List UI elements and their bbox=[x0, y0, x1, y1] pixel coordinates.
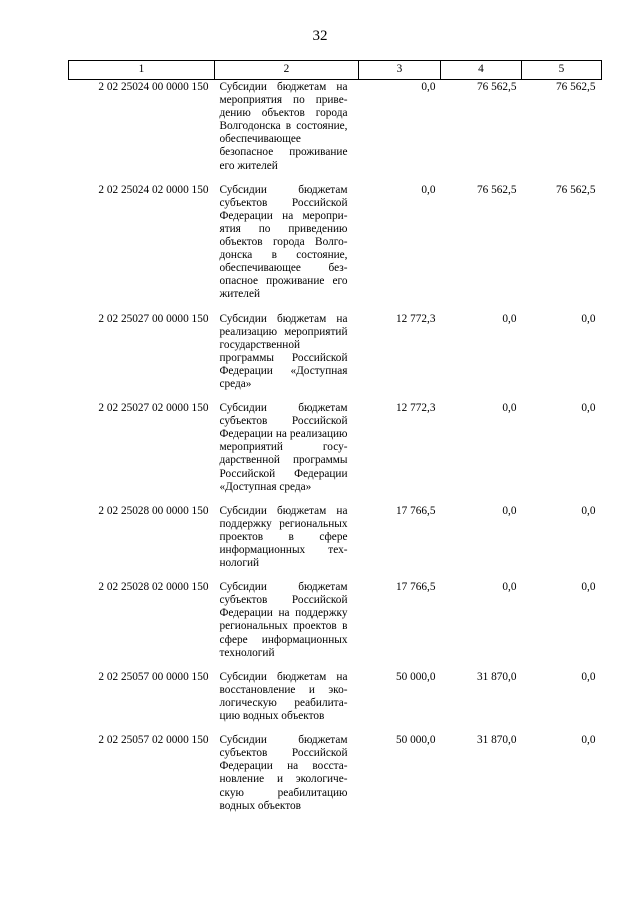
table-row bbox=[69, 80, 602, 184]
description-cell: Субсидии бюджетам субъектов Российской Федерации на мероприятия по приведению объектов города Волгодонска в состояние, обеспечивающее безопасное проживание его жителей bbox=[219, 183, 348, 301]
amount-col5-cell: 76 562,5 bbox=[555, 81, 596, 93]
amount-col4-cell: 31 870,0 bbox=[476, 734, 517, 747]
amount-col5-cell: 0,0 bbox=[581, 581, 596, 594]
amount-col4-cell: 0,0 bbox=[502, 581, 517, 594]
budget-code-cell: 2 02 25027 02 0000 150 bbox=[98, 402, 209, 415]
amount-col4-cell: 76 562,5 bbox=[476, 81, 517, 93]
amount-col5-cell: 76 562,5 bbox=[555, 183, 596, 196]
amount-col3-cell: 0,0 bbox=[421, 183, 436, 196]
description-cell: Субсидии бюджетам на мероприятия по приведению объектов города Волгодонска в состояние, обеспечивающее безопасное проживание его жителей bbox=[219, 81, 348, 172]
amount-col4-cell: 0,0 bbox=[502, 504, 517, 517]
description-cell: Субсидии бюджетам субъектов Российской Федерации на реализацию мероприятий государственной программы Российской Федерации «Доступная среда» bbox=[219, 402, 348, 493]
budget-table bbox=[68, 60, 602, 824]
column-header-4: 4 bbox=[441, 61, 522, 80]
amount-col5-cell: 0,0 bbox=[581, 734, 596, 747]
amount-col4-cell: 0,0 bbox=[502, 312, 517, 325]
amount-col5-cell: 0,0 bbox=[581, 670, 596, 683]
table-row bbox=[69, 402, 602, 505]
budget-code-cell: 2 02 25028 00 0000 150 bbox=[98, 504, 209, 517]
description-cell: Субсидии бюджетам на поддержку региональных проектов в сфере информационных технологий bbox=[219, 504, 348, 570]
amount-col5-cell: 0,0 bbox=[581, 312, 596, 325]
budget-code-cell: 2 02 25057 00 0000 150 bbox=[98, 670, 209, 683]
amount-col5-cell: 0,0 bbox=[581, 504, 596, 517]
amount-col3-cell: 0,0 bbox=[421, 81, 436, 93]
budget-code-cell: 2 02 25024 02 0000 150 bbox=[98, 183, 209, 196]
table-row bbox=[69, 313, 602, 403]
table-row bbox=[69, 734, 602, 824]
page-number: 32 bbox=[312, 28, 328, 44]
column-header-5: 5 bbox=[522, 61, 602, 80]
amount-col5-cell: 0,0 bbox=[581, 402, 596, 415]
amount-col3-cell: 17 766,5 bbox=[395, 581, 436, 594]
table-row bbox=[69, 184, 602, 313]
table-header-row bbox=[69, 61, 602, 80]
column-header-1: 1 bbox=[69, 61, 215, 80]
budget-code-cell: 2 02 25057 02 0000 150 bbox=[98, 734, 209, 747]
description-cell: Субсидии бюджетам на восстановление и экологическую реабилитацию водных объектов bbox=[219, 670, 348, 723]
column-header-2: 2 bbox=[215, 61, 359, 80]
amount-col3-cell: 17 766,5 bbox=[395, 504, 436, 517]
amount-col4-cell: 76 562,5 bbox=[476, 183, 517, 196]
budget-code-cell: 2 02 25024 00 0000 150 bbox=[98, 81, 209, 93]
amount-col4-cell: 0,0 bbox=[502, 402, 517, 415]
amount-col3-cell: 50 000,0 bbox=[395, 670, 436, 683]
amount-col3-cell: 50 000,0 bbox=[395, 734, 436, 747]
description-cell: Субсидии бюджетам субъектов Российской Федерации на восстановление и экологическую реабилитацию водных объектов bbox=[219, 734, 348, 812]
amount-col4-cell: 31 870,0 bbox=[476, 670, 517, 683]
budget-code-cell: 2 02 25028 02 0000 150 bbox=[98, 581, 209, 594]
description-cell: Субсидии бюджетам субъектов Российской Федерации на поддержку региональных проектов в сфере информационных технологий bbox=[219, 581, 348, 659]
budget-code-cell: 2 02 25027 00 0000 150 bbox=[98, 312, 209, 325]
column-header-3: 3 bbox=[359, 61, 441, 80]
table-row bbox=[69, 505, 602, 581]
table-row bbox=[69, 581, 602, 671]
description-cell: Субсидии бюджетам на реализацию мероприятий государственной программы Российской Федерации «Доступная среда» bbox=[219, 312, 348, 390]
amount-col3-cell: 12 772,3 bbox=[395, 312, 436, 325]
amount-col3-cell: 12 772,3 bbox=[395, 402, 436, 415]
table-row bbox=[69, 671, 602, 734]
